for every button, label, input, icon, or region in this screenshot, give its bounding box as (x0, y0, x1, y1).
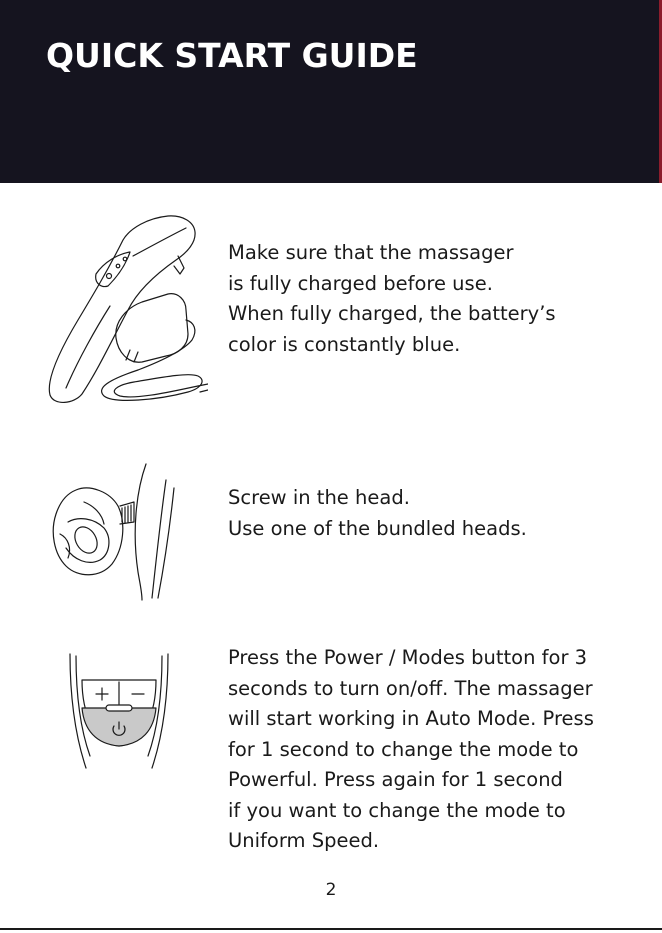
page-title: QUICK START GUIDE (46, 36, 418, 75)
step-3-line-4: for 1 second to change the mode to (228, 737, 579, 761)
step-1-line-3: When fully charged, the battery’s (228, 302, 556, 325)
step-3-line-6: if you want to change the mode to (228, 798, 566, 822)
step-3-text (228, 643, 648, 857)
control-panel-illustration (66, 652, 172, 770)
step-1-line-4: color is constantly blue. (228, 332, 461, 356)
step-3-line-1: Press the Power / Modes button for 3 (228, 646, 588, 669)
step-2-line-2: Use one of the bundled heads. (228, 516, 527, 540)
step-1-line-1: Make sure that the massager (228, 241, 514, 264)
bottom-divider (0, 928, 662, 930)
massager-charger-illustration (38, 210, 208, 410)
screw-head-illustration (48, 462, 188, 602)
header-banner (0, 0, 662, 183)
step-3-line-5: Powerful. Press again for 1 second (228, 768, 563, 791)
step-3-line-2: seconds to turn on/off. The massager (228, 676, 593, 700)
step-1-line-2: is fully charged before use. (228, 271, 493, 295)
step-2-line-1: Screw in the head. (228, 486, 410, 509)
step-3-line-3: will start working in Auto Mode. Press (228, 707, 594, 730)
page-number: 2 (325, 880, 337, 900)
step-1-text (228, 238, 648, 360)
step-3-line-7: Uniform Speed. (228, 829, 380, 852)
step-2-text (228, 483, 648, 544)
